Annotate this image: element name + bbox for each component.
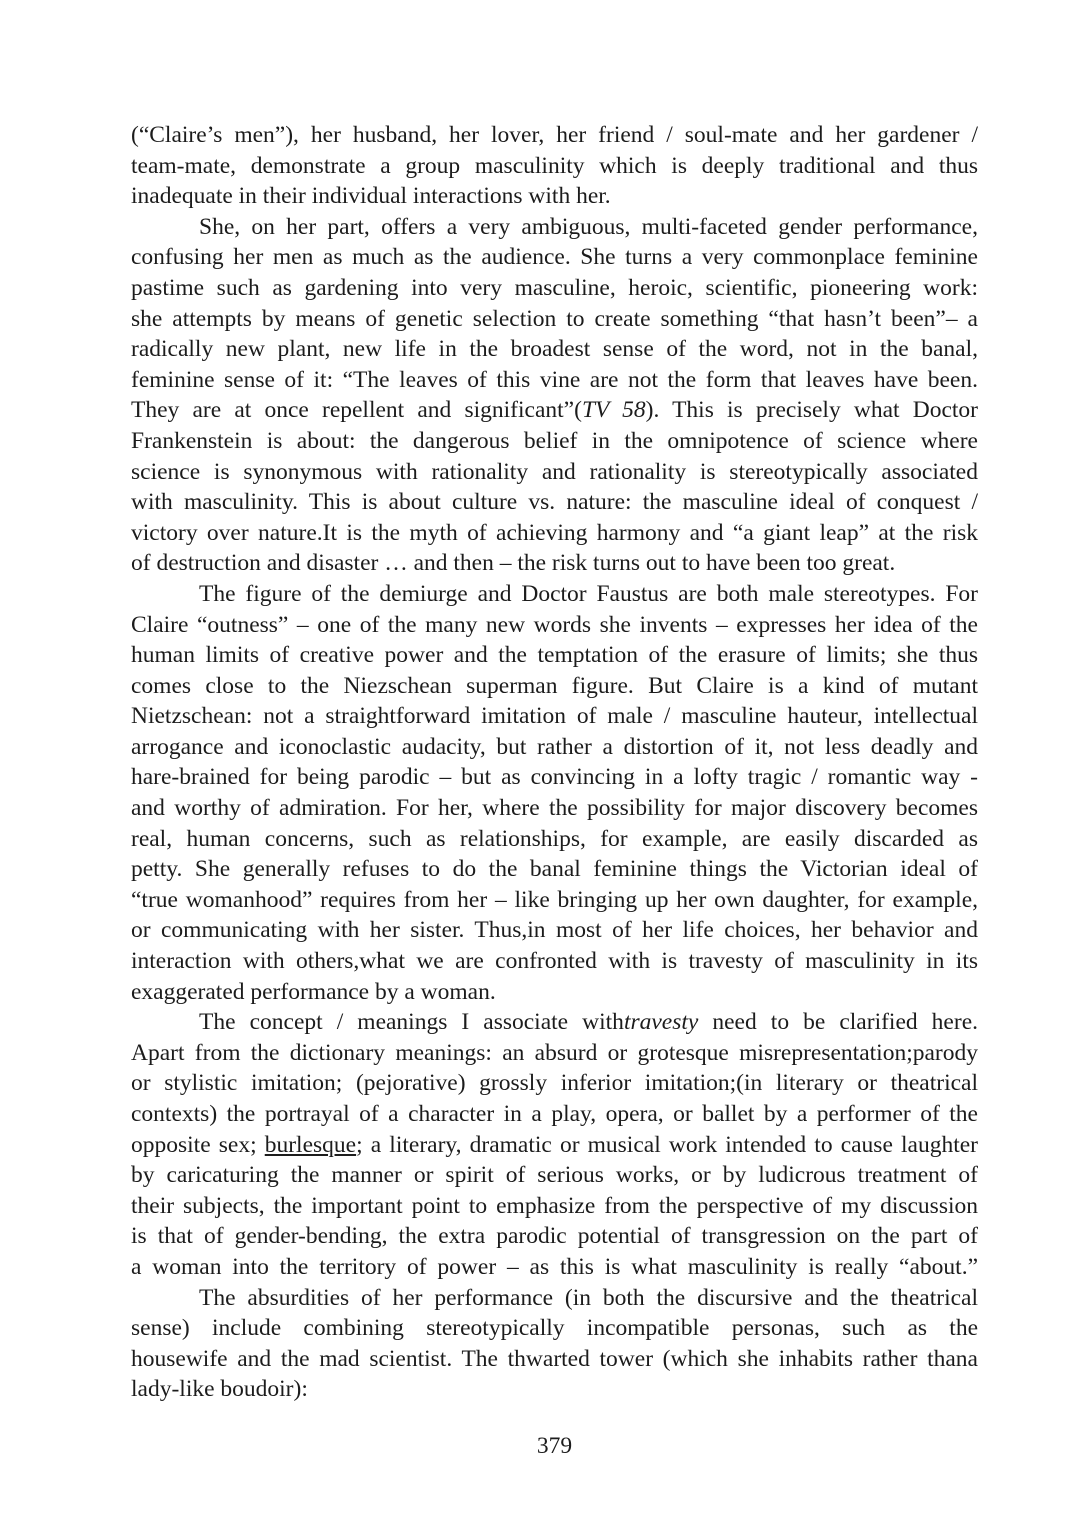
text-line: with masculinity. This is about culture vs. nature: the masculine ideal of conquest / [131, 489, 978, 516]
text-line: sense) include combining stereotypically incompatible personas, such as the [131, 1315, 978, 1342]
text-line: or communicating with her sister. Thus,in most of her life choices, her behavior and [131, 917, 978, 944]
line-segment: ; a literary, dramatic or musical work intended to cause laughter [356, 1131, 978, 1158]
text-line: radically new plant, new life in the broadest sense of the word, not in the banal, [131, 336, 978, 363]
page-number: 379 [536, 1433, 573, 1459]
body-text [131, 120, 978, 1405]
line-segment: ). This is precisely what Doctor [645, 397, 978, 424]
text-line: inadequate in their individual interactions with her. [131, 183, 611, 210]
text-line: their subjects, the important point to emphasize from the perspective of my discussion [131, 1192, 978, 1219]
italic-term: travesty [623, 1009, 699, 1036]
text-line: Frankenstein is about: the dangerous belief in the omnipotence of science where [131, 427, 978, 454]
paragraph-continuation [131, 120, 978, 212]
text-line: She, on her part, offers a very ambiguous, multi-faceted gender performance, [199, 213, 978, 240]
line-segment: The concept / meanings I associate with [199, 1009, 624, 1036]
text-line: housewife and the mad scientist. The thwarted tower (which she inhabits rather thana [131, 1345, 978, 1372]
paragraph-absurdities [131, 1283, 978, 1405]
text-line: “true womanhood” requires from her – like bringing up her own daughter, for example, [131, 886, 978, 913]
text-line: victory over nature.It is the myth of achieving harmony and “a giant leap” at the risk [131, 519, 978, 546]
text-line: team-mate, demonstrate a group masculinity which is deeply traditional and thus [131, 152, 978, 179]
text-line: arrogance and iconoclastic audacity, but rather a distortion of it, not less deadly and [131, 733, 978, 760]
text-line: pastime such as gardening into very masculine, heroic, scientific, pioneering work: [131, 274, 978, 301]
text-line: exaggerated performance by a woman. [131, 978, 496, 1005]
text-line: Claire “outness” – one of the many new words she invents – expresses her idea of the [131, 611, 978, 638]
text-line: lady-like boudoir): [131, 1376, 308, 1403]
text-line: interaction with others,what we are confronted with is travesty of masculinity in its [131, 948, 978, 975]
line-segment: They are at once repellent and significant”( [131, 397, 582, 424]
text-line: real, human concerns, such as relationships, for example, are easily discarded as [131, 825, 978, 852]
text-line [131, 395, 978, 426]
line-segment: opposite sex; [131, 1131, 265, 1158]
text-line: is that of gender-bending, the extra parodic potential of transgression on the part of [131, 1223, 978, 1250]
underlined-term: burlesque [264, 1131, 357, 1158]
text-line: of destruction and disaster … and then – the risk turns out to have been too great. [131, 550, 896, 577]
text-line: and worthy of admiration. For her, where the possibility for major discovery becomes [131, 795, 978, 822]
line-segment: need to be clarified here. [698, 1009, 978, 1036]
paragraph-demiurge [131, 579, 978, 1007]
text-line: (“Claire’s men”), her husband, her lover, her friend / soul-mate and her gardener / [131, 122, 978, 148]
italic-citation: TV 58 [581, 397, 646, 424]
text-line [131, 1007, 978, 1038]
text-line: hare-brained for being parodic – but as convincing in a lofty tragic / romantic way - [131, 764, 978, 791]
text-line: petty. She generally refuses to do the banal feminine things the Victorian ideal of [131, 856, 978, 883]
text-line: science is synonymous with rationality and rationality is stereotypically associated [131, 458, 978, 485]
text-line: she attempts by means of genetic selection to create something “that hasn’t been”– a [131, 305, 978, 332]
paragraph-travesty [131, 1007, 978, 1282]
text-line: a woman into the territory of power – as this is what masculinity is really “about.” [131, 1253, 978, 1280]
text-line: Apart from the dictionary meanings: an absurd or grotesque misrepresentation;parody [131, 1039, 978, 1066]
text-line: contexts) the portrayal of a character in a play, opera, or ballet by a performer of the [131, 1101, 978, 1127]
text-line: feminine sense of it: “The leaves of this vine are not the form that leaves have been. [131, 366, 978, 393]
text-line: or stylistic imitation; (pejorative) grossly inferior imitation;(in literary or theatrical [131, 1070, 978, 1097]
paragraph-gender-performance [131, 212, 978, 579]
text-line: The figure of the demiurge and Doctor Faustus are both male stereotypes. For [199, 580, 978, 607]
text-line: confusing her men as much as the audience. She turns a very commonplace feminine [131, 244, 978, 271]
text-line: comes close to the Niezschean superman figure. But Claire is a kind of mutant [131, 672, 978, 699]
text-line: Nietzschean: not a straightforward imitation of male / masculine hauteur, intellectual [131, 703, 978, 730]
text-line: by caricaturing the manner or spirit of serious works, or by ludicrous treatment of [131, 1162, 978, 1189]
text-line: The absurdities of her performance (in both the discursive and the theatrical [199, 1284, 978, 1311]
text-line: human limits of creative power and the temptation of the erasure of limits; she thus [131, 642, 978, 669]
text-line [131, 1130, 978, 1161]
